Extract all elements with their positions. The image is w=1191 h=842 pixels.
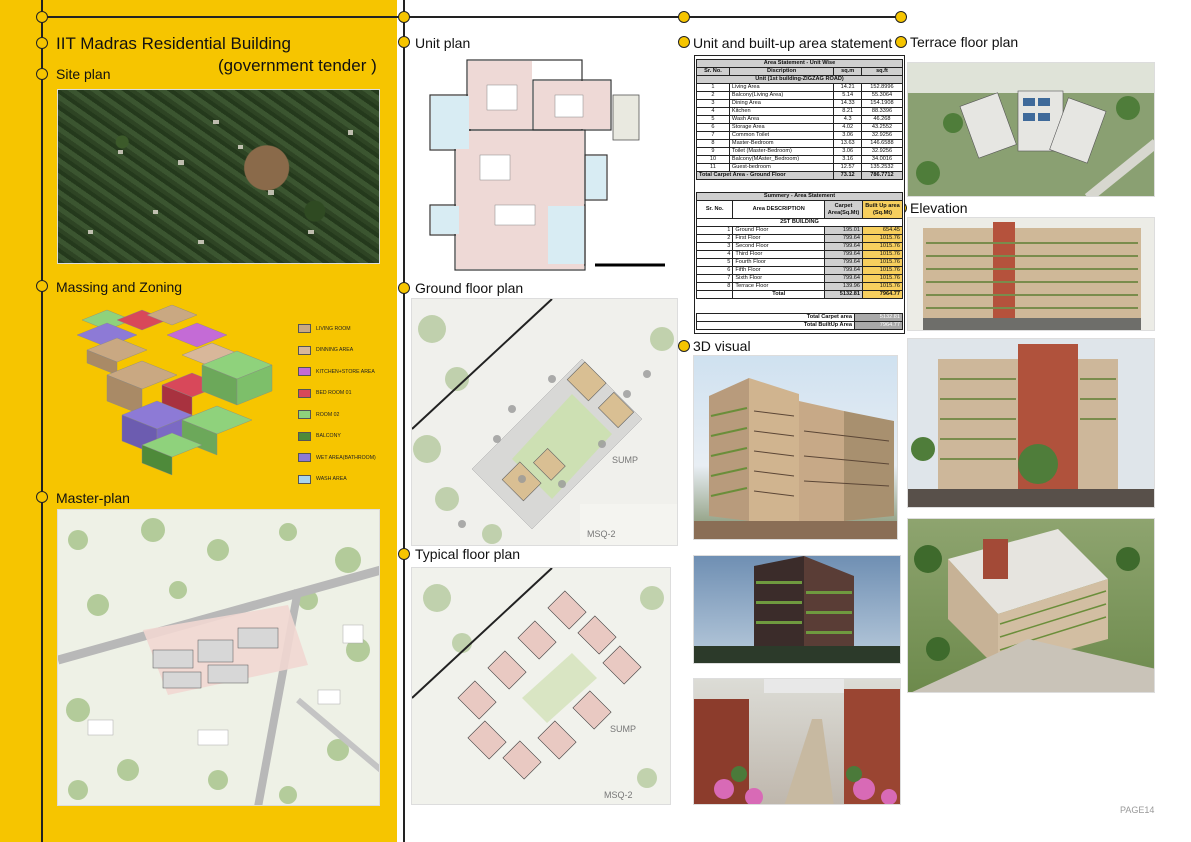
table-subtitle: Unit (1st building-ZIGZAG ROAD) [697, 76, 903, 84]
legend-label: ROOM 02 [316, 411, 340, 418]
table-cell: Wash Area [729, 116, 834, 124]
table-cell: First Floor [733, 235, 825, 243]
table-cell: 1015.76 [863, 235, 903, 243]
table-cell: 32.9256 [861, 148, 902, 156]
table-total-cell: 786.7712 [861, 172, 902, 180]
unit-plan-image [425, 55, 665, 280]
table-cell: 799.64 [825, 251, 863, 259]
legend-swatch [298, 432, 311, 441]
table-cell: 1 [697, 84, 730, 92]
legend-item [298, 340, 393, 362]
table-cell: Balcony(Living Area) [729, 92, 834, 100]
heading-3d-visual: 3D visual [693, 338, 751, 354]
table-cell: 799.64 [825, 275, 863, 283]
legend-label: BED ROOM 01 [316, 390, 352, 397]
table-header: Discription [729, 68, 834, 76]
timeline-dot [36, 280, 48, 292]
heading-master-plan: Master-plan [56, 490, 130, 506]
table-cell: Guest-bedroom [729, 164, 834, 172]
table-header: Sr. No. [697, 68, 730, 76]
timeline-dot [398, 282, 410, 294]
table-cell: Living Area [729, 84, 834, 92]
table-total-label: Total [733, 291, 825, 299]
timeline-dot [398, 11, 410, 23]
table-cell: 654.45 [863, 227, 903, 235]
3d-visual-courtyard-image [693, 678, 901, 805]
table-cell: Ground Floor [733, 227, 825, 235]
legend-swatch [298, 410, 311, 419]
table-cell: Storage Area [729, 124, 834, 132]
table-row [697, 227, 903, 235]
table-row [697, 251, 903, 259]
site-plan-image [57, 89, 380, 264]
page-title: IIT Madras Residential Building [56, 34, 291, 53]
table-row [697, 156, 903, 164]
table-row [697, 148, 903, 156]
table-cell: Kitchen [729, 108, 834, 116]
table-row [697, 84, 903, 92]
total-carpet-label: Total Carpet area [697, 314, 855, 322]
total-carpet-value: 5132.81 [855, 314, 903, 322]
heading-ground-floor: Ground floor plan [415, 280, 524, 296]
legend-swatch [298, 389, 311, 398]
summary-table-body [697, 227, 903, 291]
table-cell: 146.6588 [861, 140, 902, 148]
table-header: Carpet Area(Sq.Mt) [825, 201, 863, 219]
table-cell: 6 [697, 124, 730, 132]
table-cell: 195.01 [825, 227, 863, 235]
table-cell: 5 [697, 116, 730, 124]
table-cell: 1015.76 [863, 243, 903, 251]
table-cell: 8.21 [834, 108, 862, 116]
table-cell: 1015.76 [863, 259, 903, 267]
table-row [697, 116, 903, 124]
legend-label: DINNING AREA [316, 347, 354, 354]
table-row [697, 100, 903, 108]
table-cell: 11 [697, 164, 730, 172]
table-cell: 1015.76 [863, 267, 903, 275]
legend-item [298, 426, 393, 448]
legend-item [298, 361, 393, 383]
table-cell: Terrace Floor [733, 283, 825, 291]
table-cell: Fourth Floor [733, 259, 825, 267]
legend-swatch [298, 475, 311, 484]
table-cell: 4.02 [834, 124, 862, 132]
table-cell: Master-Bedroom [729, 140, 834, 148]
table-cell: 2 [697, 92, 730, 100]
table-cell: Balcony(MAster_Bedroom) [729, 156, 834, 164]
total-builtup-label: Total BuiltUp Area [697, 322, 855, 330]
table-cell: 5.14 [834, 92, 862, 100]
table-cell: 14.21 [834, 84, 862, 92]
page-subtitle: (government tender ) [218, 56, 377, 75]
table-cell: 8 [697, 283, 733, 291]
heading-massing: Massing and Zoning [56, 279, 183, 295]
page-number: PAGE14 [1120, 805, 1155, 815]
table-cell: 4 [697, 251, 733, 259]
total-builtup-value: 7964.77 [855, 322, 903, 330]
timeline-dot [36, 37, 48, 49]
timeline-dot [678, 36, 690, 48]
table-cell: 3.06 [834, 148, 862, 156]
table-cell: 4 [697, 108, 730, 116]
table-cell: Common Toilet [729, 132, 834, 140]
legend-item [298, 404, 393, 426]
msq-label: MSQ-2 [604, 790, 633, 800]
table-row [697, 108, 903, 116]
table-cell: 9 [697, 148, 730, 156]
table-row [697, 92, 903, 100]
3d-visual-main-image [693, 355, 898, 540]
summary-area-table [696, 192, 903, 299]
table-cell: 6 [697, 267, 733, 275]
legend-item [298, 383, 393, 405]
elevation-image [907, 217, 1155, 331]
table-cell: 34.0016 [861, 156, 902, 164]
unit-area-table [696, 59, 903, 180]
table-cell: 799.64 [825, 267, 863, 275]
table-cell: Second Floor [733, 243, 825, 251]
timeline-dot [895, 11, 907, 23]
heading-site-plan: Site plan [56, 66, 111, 82]
table-cell: 799.64 [825, 259, 863, 267]
timeline-dot [36, 68, 48, 80]
table-header: sq.ft [861, 68, 902, 76]
table-cell: 32.9256 [861, 132, 902, 140]
table-cell: Third Floor [733, 251, 825, 259]
timeline-dot [398, 36, 410, 48]
legend-swatch [298, 346, 311, 355]
table-cell: 7 [697, 275, 733, 283]
table-cell: Dining Area [729, 100, 834, 108]
legend-label: WET AREA(BATHROOM) [316, 454, 376, 461]
table-total-cell: 7964.77 [863, 291, 903, 299]
legend-swatch [298, 324, 311, 333]
table-cell: 3.16 [834, 156, 862, 164]
heading-terrace: Terrace floor plan [910, 34, 1019, 50]
table-cell: Toilet (Master-Bedroom) [729, 148, 834, 156]
legend-swatch [298, 367, 311, 376]
table-cell: 43.2552 [861, 124, 902, 132]
table-total-label: Total Carpet Area - Ground Floor [697, 172, 834, 180]
table-title: Summery - Area Statement [697, 193, 903, 201]
table-row [697, 243, 903, 251]
table-row [697, 124, 903, 132]
legend-label: KITCHEN+STORE AREA [316, 368, 375, 375]
table-subtitle: 2ST BUILDING [697, 219, 903, 227]
massing-model-image [62, 305, 292, 485]
timeline-dot [36, 11, 48, 23]
table-cell: 4.3 [834, 116, 862, 124]
table-cell: 135.2532 [861, 164, 902, 172]
heading-unit-plan: Unit plan [415, 35, 471, 51]
timeline-line [403, 0, 405, 842]
timeline-dot [678, 340, 690, 352]
master-plan-image [57, 509, 380, 806]
table-cell: 55.3064 [861, 92, 902, 100]
total-area-table [696, 313, 903, 330]
table-row [697, 259, 903, 267]
timeline-dot [398, 548, 410, 560]
table-row [697, 275, 903, 283]
table-cell: Fifth Floor [733, 267, 825, 275]
table-cell: 799.64 [825, 235, 863, 243]
table-cell: 154.1908 [861, 100, 902, 108]
legend-label: BALCONY [316, 433, 341, 440]
table-title: Area Statement - Unit Wise [697, 60, 903, 68]
table-cell: 8 [697, 140, 730, 148]
table-cell: 799.64 [825, 243, 863, 251]
sump-label: SUMP [610, 724, 637, 734]
table-cell: 152.8996 [861, 84, 902, 92]
table-cell: 1015.76 [863, 283, 903, 291]
sump-label: SUMP [612, 455, 639, 465]
legend-label: LIVING ROOM [316, 325, 351, 332]
zoning-legend [298, 318, 393, 490]
table-cell: 2 [697, 235, 733, 243]
table-cell: 13.63 [834, 140, 862, 148]
heading-elevation: Elevation [910, 200, 968, 216]
table-row [697, 267, 903, 275]
msq-label: MSQ-2 [587, 529, 616, 539]
timeline-dot [36, 491, 48, 503]
table-cell: Sixth Floor [733, 275, 825, 283]
heading-typical-floor: Typical floor plan [415, 546, 521, 562]
ground-floor-plan-image [411, 298, 678, 546]
table-total-cell: 5132.81 [825, 291, 863, 299]
table-cell: 14.33 [834, 100, 862, 108]
table-cell: 3 [697, 100, 730, 108]
table-row [697, 140, 903, 148]
table-row [697, 235, 903, 243]
table-cell: 12.57 [834, 164, 862, 172]
heading-area-statement: Unit and built-up area statement [693, 35, 893, 51]
legend-item [298, 447, 393, 469]
table-cell: 5 [697, 259, 733, 267]
table-header: sq.m [834, 68, 862, 76]
table-cell: 46.268 [861, 116, 902, 124]
table-header: Area DESCRIPTION [733, 201, 825, 219]
legend-item [298, 318, 393, 340]
timeline-line [41, 16, 901, 18]
table-cell: 10 [697, 156, 730, 164]
table-cell: 1 [697, 227, 733, 235]
elevation-perspective-image [907, 338, 1155, 508]
legend-label: WASH AREA [316, 476, 347, 483]
table-cell: 7 [697, 132, 730, 140]
table-cell: 1015.76 [863, 251, 903, 259]
table-cell: 1015.76 [863, 275, 903, 283]
timeline-dot [678, 11, 690, 23]
terrace-plan-image [907, 62, 1155, 197]
table-cell: 3.06 [834, 132, 862, 140]
table-row [697, 283, 903, 291]
timeline-dot [895, 36, 907, 48]
table-total-cell: 73.12 [834, 172, 862, 180]
typical-floor-plan-image [411, 567, 671, 805]
table-header: Built Up area (Sq.Mt) [863, 201, 903, 219]
legend-swatch [298, 453, 311, 462]
table-cell: 88.3396 [861, 108, 902, 116]
legend-item [298, 469, 393, 491]
aerial-3d-image [907, 518, 1155, 693]
timeline-line [41, 0, 43, 842]
table-row [697, 132, 903, 140]
unit-table-body [697, 84, 903, 172]
table-cell: 139.96 [825, 283, 863, 291]
3d-visual-dusk-image [693, 555, 901, 664]
table-row [697, 164, 903, 172]
table-cell: 3 [697, 243, 733, 251]
table-header: Sr. No. [697, 201, 733, 219]
